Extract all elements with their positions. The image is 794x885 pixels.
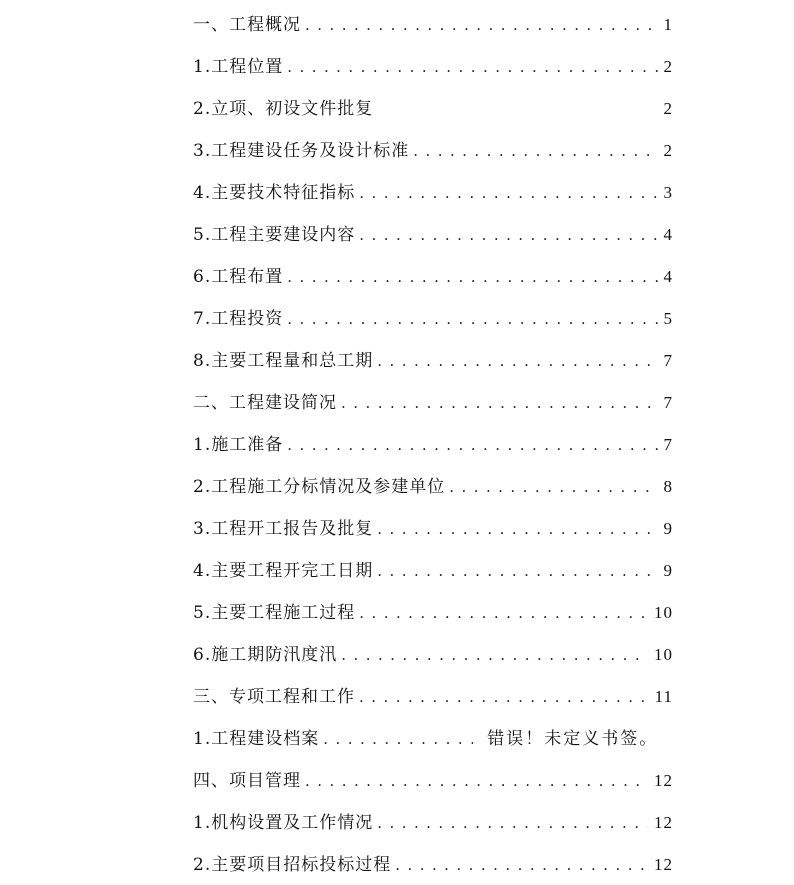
toc-entry-page: 3 — [663, 183, 673, 202]
toc-entry-page: 2 — [663, 141, 673, 160]
toc-entry-label: 7.工程投资 — [193, 309, 284, 329]
dot-leader — [449, 467, 657, 507]
toc-entry-label: 3.工程建设任务及设计标准 — [193, 141, 410, 161]
toc-entry[interactable] — [193, 299, 673, 339]
toc-entry-label: 1.工程建设档案 — [193, 729, 320, 749]
toc-entry-section-1[interactable] — [193, 5, 673, 45]
dot-leader — [359, 677, 649, 717]
toc-entry-error-text: 错误！未定义书签。 — [487, 729, 659, 748]
toc-entry[interactable] — [193, 551, 673, 591]
toc-entry[interactable] — [193, 593, 673, 633]
toc-entry-label: 三、专项工程和工作 — [193, 687, 355, 707]
toc-entry[interactable] — [193, 425, 673, 465]
toc-entry-label: 1.工程位置 — [193, 57, 284, 77]
dot-leader — [287, 257, 657, 297]
toc-entry[interactable] — [193, 173, 673, 213]
toc-entry[interactable] — [193, 89, 673, 129]
toc-entry-page: 11 — [654, 687, 673, 706]
toc-entry-label: 1.机构设置及工作情况 — [193, 813, 374, 833]
dot-leader — [359, 215, 657, 255]
toc-entry-page: 2 — [663, 57, 673, 76]
dot-leader — [305, 761, 648, 801]
toc-entry-page: 4 — [663, 225, 673, 244]
dot-leader — [359, 593, 648, 633]
dot-leader — [377, 509, 657, 549]
toc-entry-page: 12 — [654, 771, 673, 790]
dot-leader — [287, 299, 657, 339]
toc-entry-page: 10 — [654, 645, 673, 664]
toc-entry-page: 10 — [654, 603, 673, 622]
toc-entry[interactable] — [193, 131, 673, 171]
dot-leader — [305, 5, 658, 45]
toc-entry-label: 3.工程开工报告及批复 — [193, 519, 374, 539]
toc-entry-label: 二、工程建设简况 — [193, 393, 337, 413]
toc-entry-page: 1 — [663, 15, 673, 34]
toc-entry-label: 6.工程布置 — [193, 267, 284, 287]
dot-leader — [341, 635, 648, 675]
toc-entry-page: 12 — [654, 813, 673, 832]
toc-entry-page: 2 — [663, 99, 673, 118]
toc-entry[interactable] — [193, 803, 673, 843]
toc-entry[interactable] — [193, 215, 673, 255]
dot-leader — [323, 719, 473, 759]
dot-leader — [287, 425, 657, 465]
toc-entry-label: 5.工程主要建设内容 — [193, 225, 356, 245]
toc-entry-label: 1.施工准备 — [193, 435, 284, 455]
toc-entry-label: 5.主要工程施工过程 — [193, 603, 356, 623]
toc-entry-label: 2.工程施工分标情况及参建单位 — [193, 477, 446, 497]
dot-leader — [377, 341, 657, 381]
toc-entry-page: 4 — [663, 267, 673, 286]
toc-entry[interactable] — [193, 719, 669, 759]
toc-entry-label: 四、项目管理 — [193, 771, 301, 791]
dot-leader — [287, 47, 657, 87]
toc-entry-section-2[interactable] — [193, 383, 673, 423]
toc-entry-page: 7 — [663, 393, 673, 412]
toc-entry[interactable] — [193, 467, 673, 507]
dot-leader — [395, 845, 648, 885]
dot-leader — [413, 131, 657, 171]
toc-entry-label: 4.主要技术特征指标 — [193, 183, 356, 203]
toc-entry-page: 8 — [663, 477, 673, 496]
toc-entry-page: 12 — [654, 855, 673, 874]
toc-entry-page: 7 — [663, 351, 673, 370]
dot-leader — [359, 173, 657, 213]
toc-entry-label: 8.主要工程量和总工期 — [193, 351, 374, 371]
toc-entry-label: 2.立项、初设文件批复 — [193, 99, 374, 119]
toc-entry[interactable] — [193, 257, 673, 297]
toc-entry[interactable] — [193, 509, 673, 549]
toc-entry-label: 一、工程概况 — [193, 15, 301, 35]
toc-entry-page: 9 — [663, 561, 673, 580]
dot-leader — [341, 383, 658, 423]
toc-entry[interactable] — [193, 47, 673, 87]
dot-leader — [377, 551, 657, 591]
toc-entry-page: 5 — [663, 309, 673, 328]
toc-entry-page: 9 — [663, 519, 673, 538]
toc-entry[interactable] — [193, 845, 673, 885]
toc-entry-label: 4.主要工程开完工日期 — [193, 561, 374, 581]
toc-entry[interactable] — [193, 341, 673, 381]
toc-entry[interactable] — [193, 635, 673, 675]
toc-entry-section-3[interactable] — [193, 677, 673, 717]
toc-entry-page: 7 — [663, 435, 673, 454]
table-of-contents — [0, 5, 794, 879]
dot-leader — [377, 803, 648, 843]
toc-entry-section-4[interactable] — [193, 761, 673, 801]
toc-entry-label: 2.主要项目招标投标过程 — [193, 855, 392, 875]
toc-entry-label: 6.施工期防汛度汛 — [193, 645, 338, 665]
